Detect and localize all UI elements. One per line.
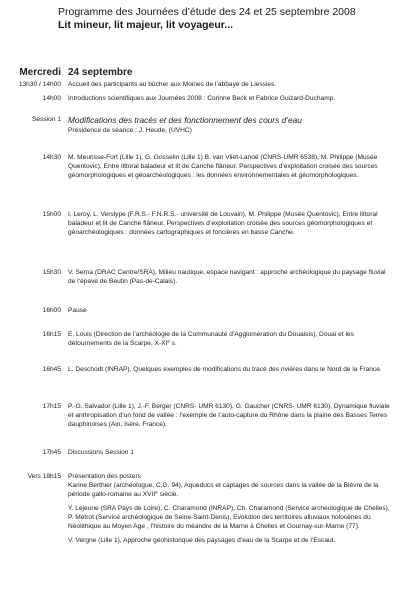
- schedule-text: V. Serna (DRAC Centre/SRA), Milieu nautique, espace navigant : approche archéologique du paysage fluvial de l’épave de Beutin (Pas-de-Calais).: [68, 269, 386, 286]
- superscript: e: [167, 338, 170, 344]
- session-label: Session 1: [32, 116, 61, 123]
- schedule-text: Accueil des participants au bûcher aux Moines de l’abbaye de Liessies.: [68, 81, 277, 88]
- program-title: Programme des Journées d’étude des 24 et 25 septembre 2008: [58, 6, 356, 18]
- time-label: 16h15: [42, 331, 61, 338]
- time-label: 17h45: [42, 449, 61, 456]
- poster-entry: [68, 481, 394, 499]
- session-title: Modifications des tracés et des fonctionnement des cours d’eau: [68, 115, 302, 125]
- time-label: 16h45: [42, 366, 61, 373]
- day-date: 24 septembre: [68, 67, 133, 78]
- text-part: Karine Berthier (archéologue, C.G. 94), Aqueducs et captages de sources dans la vallée de la Bièvre de la période gallo-romaine au XVII: [68, 482, 379, 499]
- schedule-text: L. Deschodt (INRAP), Quelques exemples de modifications du tracé des rivières dans le Nord de la France.: [68, 366, 382, 373]
- session-chair: Présidence de séance : J. Heude, (UVHC): [68, 127, 192, 134]
- schedule-text: I. Leroy, L. Verslype (F.R.S.- F.N.R.S.- université de Louvain), M. Philippe (Musée Quentovic), Entre littoral baladeur et lit de Canche flâneur. Perspectives d’exploitation croisée des sources géomorphologiques et géoarchéologiques : données cartographiques et foncières en basse Canche.: [68, 211, 378, 237]
- time-label: 16h00: [42, 307, 61, 314]
- day-label: Mercredi: [19, 67, 61, 78]
- text-part: E. Louis (Direction de l’archéologie de la Communauté d’Agglomération du Douaisis), Douai et les détournements de la Scarpe, X-XI: [68, 331, 354, 348]
- time-label: 14h30: [42, 154, 61, 161]
- time-label: 14h00: [42, 95, 61, 102]
- schedule-text: M. Meurisse-Fort (Lille 1), G. Gosselin (Lille 1) B. van Vliet-Lanoë (CNRS-UMR 6538), M. Philippe (Musée Quentovic), Entre littoral baladeur et lit de Canche flâneur. Perspectives d’exploitation croisée des sources géomorphologiques et géoarchéologiques : les données environnementales et géomorphologiques.: [68, 154, 378, 180]
- poster-entry: V. Vergne (Lille 1), Approche géohistorique des paysages d’eau de la Scarpe et de l’Escaut.: [68, 537, 336, 545]
- time-label: 13h30 / 14h00: [18, 81, 61, 88]
- header: [58, 6, 396, 32]
- schedule-text: P.-G. Salvador (Lille 1), J.-F. Berger (CNRS- UMR 6130), G. Gaucher (CNRS- UMR 6130), Dynamique fluviale et anthropisation d’un fond de vallée : l’exemple de l’auto-capture du Rhône dans la plaine des Basses Terres dauphinoises (Ain, Isère, France).: [68, 403, 390, 429]
- time-label: 17h15: [42, 403, 61, 410]
- schedule-text: Introductions scientifiques aux Journées 2008 : Corinne Beck et Fabrice Guizard-Duchamp.: [68, 95, 336, 102]
- program-subtitle: Lit mineur, lit majeur, lit voyageur...: [58, 19, 234, 31]
- schedule-text: [68, 330, 394, 348]
- superscript: e: [155, 489, 158, 495]
- text-part: s.: [169, 340, 177, 348]
- schedule-text: Discussions Session 1: [68, 449, 134, 456]
- schedule-text: Pause: [68, 307, 87, 314]
- time-label: Vers 18h15: [27, 473, 61, 480]
- poster-entry: Y. Lejeune (SRA Pays de Loire), C. Charamond (INRAP), Ch. Charamond (Service archéologique de Chelles), P. Métrot (Service archéologique de Seine-Saint-Denis), Evolution des territoires alluviaux holocènes du Néolithique au Moyen Age , l’histoire du méandre de la Marne à Chelles et Gournay-sur-Marne (77).: [68, 505, 390, 531]
- session-block: [68, 115, 394, 135]
- time-label: 15h30: [42, 269, 61, 276]
- posters-block: [68, 472, 394, 545]
- time-label: 15h00: [42, 211, 61, 218]
- posters-intro: Présentation des posters: [68, 473, 141, 480]
- text-part: siècle.: [157, 491, 179, 499]
